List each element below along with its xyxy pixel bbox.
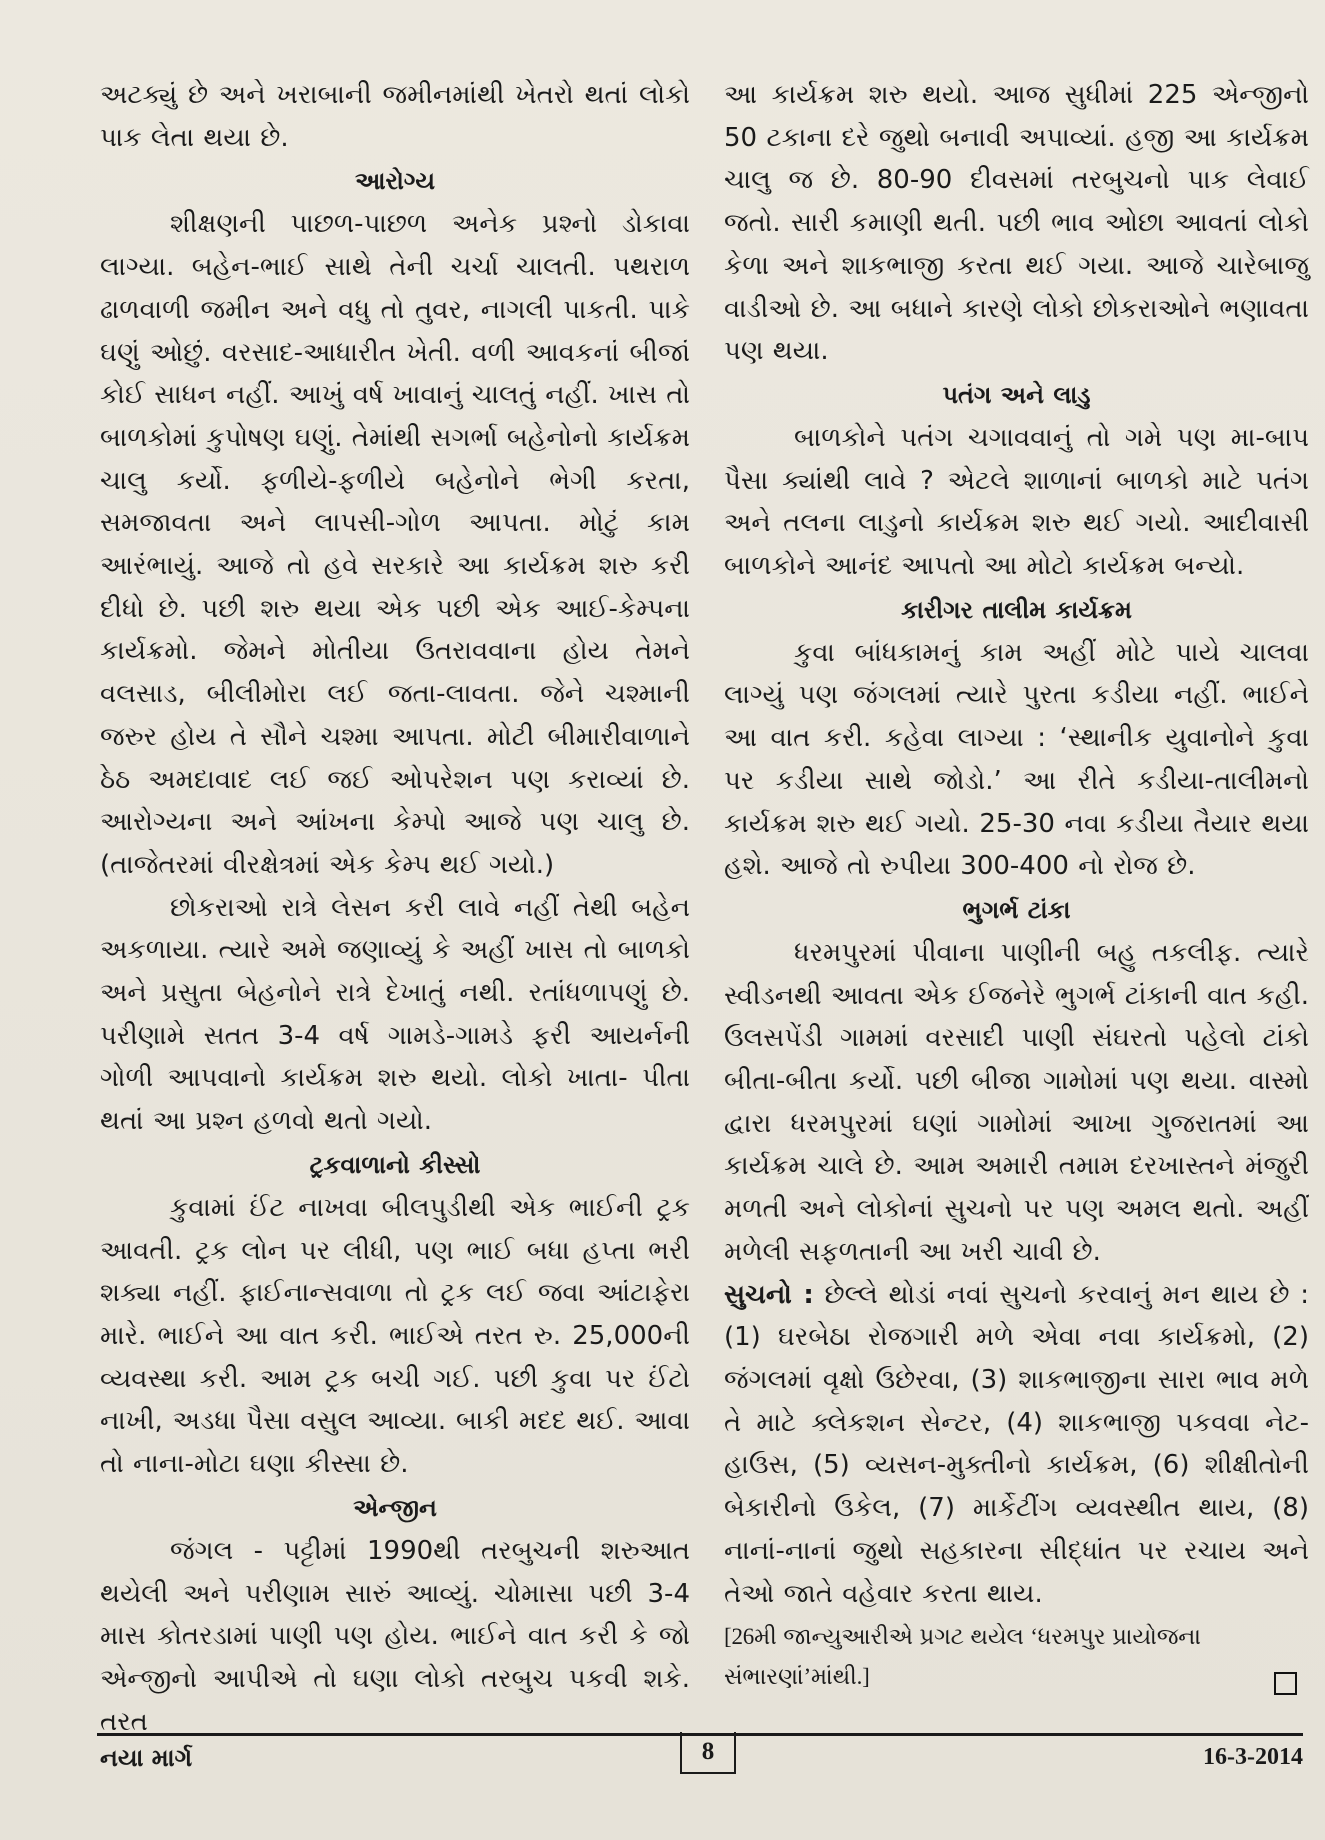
paragraph: અટક્યું છે અને ખરાબાની જમીનમાંથી ખેતરો થતાં લોકો પાક લેતા થયા છે. xyxy=(100,80,690,153)
suggestions-label: સુચનો : xyxy=(724,1279,814,1310)
suggestions-paragraph xyxy=(724,1274,1309,1616)
article-end-mark xyxy=(1274,1672,1297,1695)
magazine-name: નયા માર્ગ xyxy=(100,1744,193,1772)
paragraph: શીક્ષણની પાછળ-પાછળ અનેક પ્રશ્નો ડોકાવા લાગ્યા. બહેન-ભાઈ સાથે તેની ચર્ચા ચાલતી. પથરાળ ઢાળવાળી જમીન અને વધુ તો તુવર, નાગલી પાકતી. પાકે ઘણું ઓછું. વરસાદ-આધારીત ખેતી. વળી આવકનાં બીજાં કોઈ સાધન નહીં. આખું વર્ષ ખાવાનું ચાલતું નહીં. ખાસ તો બાળકોમાં કુપોષણ ઘણું. તેમાંથી સગર્ભા બહેનોનો કાર્યક્રમ ચાલુ કર્યો. ફળીયે-ફળીયે બહેનોને ભેગી કરતા, સમજાવતા અને લાપસી-ગોળ આપતા. મોટું કામ આરંભાયું. આજે તો હવે સરકારે આ કાર્યક્રમ શરુ કરી દીધો છે. પછી શરુ થયા એક પછી એક આઈ-કેમ્પના કાર્યક્રમો. જેમને મોતીયા ઉતરાવવાના હોય તેમને વલસાડ, બીલીમોરા લઈ જતા-લાવતા. જેને ચશ્માની જરુર હોય તે સૌને ચશ્મા આપતા. મોટી બીમારીવાળાને ઠેઠ અમદાવાદ લઈ જઈ ઓપરેશન પણ કરાવ્યાં છે. આરોગ્યના અને આંખના કેમ્પો આજે પણ ચાલુ છે. (તાજેતરમાં વીરક્ષેત્રમાં એક કેમ્પ થઈ ગયો.) xyxy=(100,209,690,880)
section-heading-kite-ladoo: પતંગ અને લાડુ xyxy=(942,380,1091,409)
source-credit: [26મી જાન્યુઆરીએ પ્રગટ થયેલ ‘ધરમપુર પ્રાયોજના સંભારણાં’માંથી.] xyxy=(724,1624,1201,1690)
paragraph: બાળકોને પતંગ ચગાવવાનું તો ગમે પણ મા-બાપ પૈસા ક્યાંથી લાવે ? એટલે શાળાનાં બાળકો માટે પતંગ અને તલના લાડુનો કાર્યક્રમ શરુ થઈ ગયો. આદીવાસી બાળકોને આનંદ આપતો આ મોટો કાર્યક્રમ બન્યો. xyxy=(724,422,1309,582)
left-column xyxy=(100,74,690,1743)
section-heading-truck-story: ટ્રકવાળાનો કીસ્સો xyxy=(309,1150,481,1179)
section-heading-health: આરોગ્ય xyxy=(354,167,436,196)
suggestions-text: છેલ્લે થોડાં નવાં સુચનો કરવાનું મન થાય છે : (1) ઘરબેઠા રોજગારી મળે એવા નવા કાર્યક્રમો, (2) જંગલમાં વૃક્ષો ઉછેરવા, (3) શાકભાજીના સારા ભાવ મળે તે માટે ક્લેકશન સેન્ટર, (4) શાકભાજી પકવવા નેટ-હાઉસ, (5) વ્યસન-મુક્તીનો કાર્યક્રમ, (6) શીક્ષીતોની બેકારીનો ઉકેલ, (7) માર્કેટીંગ વ્યવસ્થીત થાય, (8) નાનાં-નાનાં જુથો સહકારના સીદ્ધાંત પર રચાય અને તેઓ જાતે વહેવાર કરતા થાય. xyxy=(724,1279,1309,1609)
paragraph: જંગલ - પટ્ટીમાં 1990થી તરબુચની શરુઆત થયેલી અને પરીણામ સારું આવ્યું. ચોમાસા પછી 3-4 માસ કોતરડામાં પાણી પણ હોય. ભાઈને વાત કરી કે જો એન્જીનો આપીએ તો ઘણા લોકો તરબુચ પકવી શકે. તરત xyxy=(100,1535,690,1737)
section-heading-underground-tank: ભુગર્ભ ટાંકા xyxy=(962,895,1071,924)
paragraph: કુવા બાંધકામનું કામ અહીં મોટે પાયે ચાલવા લાગ્યું પણ જંગલમાં ત્યારે પુરતા કડીયા નહીં. ભાઈને આ વાત કરી. કહેવા લાગ્યા : ‘સ્થાનીક યુવાનોને કુવા પર કડીયા સાથે જોડો.’ આ રીતે કડીયા-તાલીમનો કાર્યક્રમ શરુ થઈ ગયો. 25-30 નવા કડીયા તૈયાર થયા હશે. આજે તો રુપીયા 300-400 નો રોજ છે. xyxy=(724,637,1309,882)
issue-date: 16-3-2014 xyxy=(1203,1744,1303,1770)
section-heading-artisan-training: કારીગર તાલીમ કાર્યક્રમ xyxy=(901,595,1132,624)
paragraph: કુવામાં ઈંટ નાખવા બીલપુડીથી એક ભાઈની ટ્રક આવતી. ટ્રક લોન પર લીધી, પણ ભાઈ બધા હપ્તા ભરી શક્યા નહીં. ફાઈનાન્સવાળા તો ટ્રક લઈ જવા આંટાફેરા મારે. ભાઈને આ વાત કરી. ભાઈએ તરત રુ. 25,000ની વ્યવસ્થા કરી. આમ ટ્રક બચી ગઈ. પછી કુવા પર ઈંટો નાખી, અડધા પૈસા વસુલ આવ્યા. બાકી મદદ થઈ. આવા તો નાના-મોટા ઘણા કીસ્સા છે. xyxy=(100,1192,690,1480)
paragraph: ધરમપુરમાં પીવાના પાણીની બહુ તકલીફ. ત્યારે સ્વીડનથી આવતા એક ઈજનેરે ભુગર્ભ ટાંકાની વાત કહી. ઉલસપેંડી ગામમાં વરસાદી પાણી સંઘરતો પહેલો ટાંકો બીતા-બીતા કર્યો. પછી બીજા ગામોમાં પણ થયા. વાસ્મો દ્વારા ધરમપુરમાં ઘણાં ગામોમાં આખા ગુજરાતમાં આ કાર્યક્રમ ચાલે છે. આમ અમારી તમામ દરખાસ્તને મંજુરી મળતી અને લોકોનાં સુચનો પર પણ અમલ થતો. અહીં મળેલી સફળતાની આ ખરી ચાવી છે. xyxy=(724,937,1309,1267)
paragraph: છોકરાઓ રાત્રે લેસન કરી લાવે નહીં તેથી બહેન અકળાયા. ત્યારે અમે જણાવ્યું કે અહીં ખાસ તો બાળકો અને પ્રસુતા બેહનોને રાત્રે દેખાતું નથી. રતાંધળાપણું છે. પરીણામે સતત 3-4 વર્ષ ગામડે-ગામડે ફરી આયર્નની ગોળી આપવાનો કાર્યક્રમ શરુ થયો. લોકો ખાતા- પીતા થતાં આ પ્રશ્ન હળવો થતો ગયો. xyxy=(100,892,690,1137)
page-number: 8 xyxy=(680,1732,736,1774)
paragraph: આ કાર્યક્રમ શરુ થયો. આજ સુધીમાં 225 એન્જીનો 50 ટકાના દરે જુથો બનાવી અપાવ્યાં. હજી આ કાર્યક્રમ ચાલુ જ છે. 80-90 દીવસમાં તરબુચનો પાક લેવાઈ જતો. સારી કમાણી થતી. પછી ભાવ ઓછા આવતાં લોકો કેળા અને શાકભાજી કરતા થઈ ગયા. આજે ચારેબાજુ વાડીઓ છે. આ બધાને કારણે લોકો છોકરાઓને ભણાવતા પણ થયા. xyxy=(724,80,1309,367)
section-heading-engine: એન્જીન xyxy=(353,1493,437,1522)
right-column xyxy=(724,74,1309,1697)
